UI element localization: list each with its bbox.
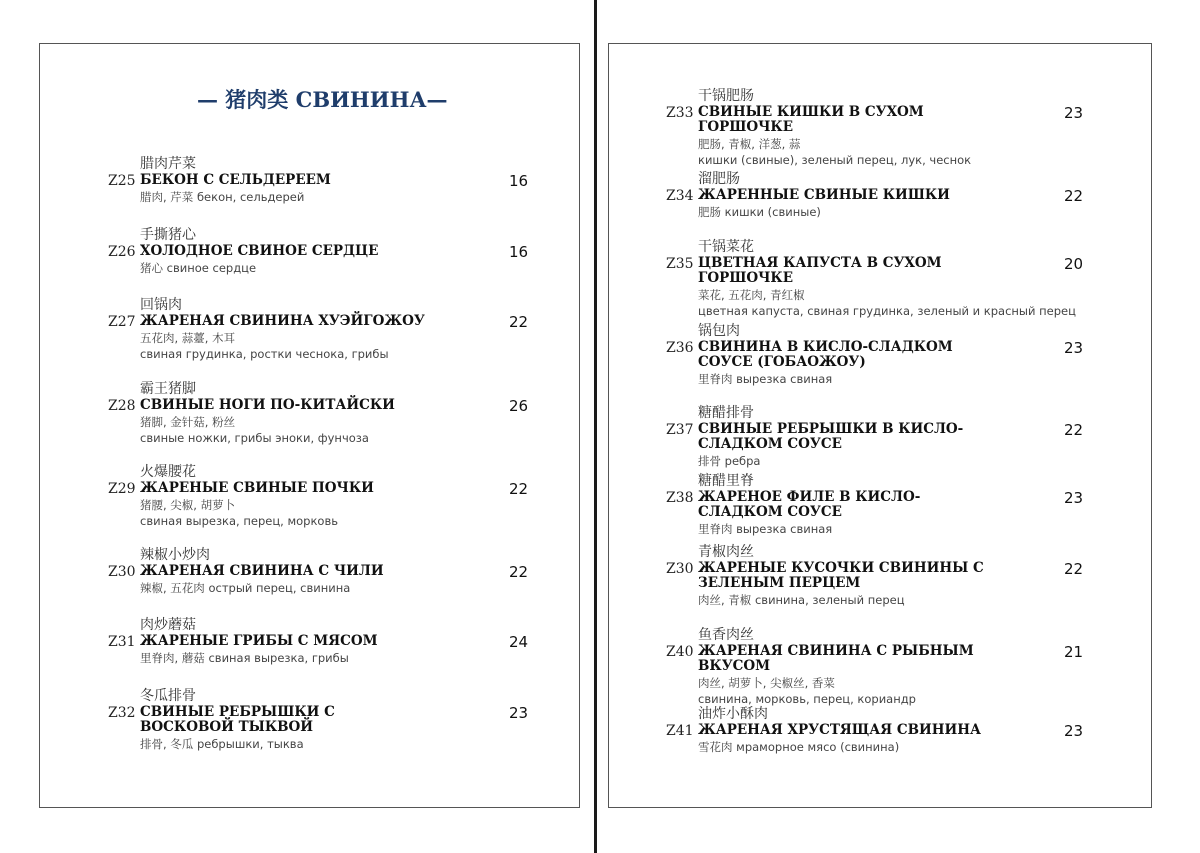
dish-price: 22 [1064,560,1084,578]
dish-chinese-name: 糖醋排骨 [698,405,754,421]
dish-name: ЖАРЕНАЯ ХРУСТЯЩАЯ СВИНИНА [698,722,982,738]
dish-row [108,480,529,498]
dish-description: 肉丝, 胡萝卜, 尖椒丝, 香菜 [698,676,835,690]
menu-item [666,238,1084,318]
dish-name: ЖАРЕННЫЕ СВИНЫЕ КИШКИ [698,187,950,203]
dish-description: 辣椒, 五花肉 острый перец, свинина [140,581,351,595]
dish-chinese-name: 鱼香肉丝 [698,627,754,643]
dish-row [108,397,529,415]
dish-price: 23 [1064,722,1084,740]
dish-description: 猪心 свиное сердце [140,261,257,275]
dish-chinese-name: 手撕猪心 [140,227,196,243]
dish-row [666,421,1084,452]
dish-row [108,172,529,190]
dish-chinese-name: 肉炒蘑菇 [140,617,196,633]
dish-chinese-name: 火爆腰花 [140,464,196,480]
dish-name: ЖАРЕНЫЕ ГРИБЫ С МЯСОМ [140,633,378,649]
dish-description: 肥肠 кишки (свиные) [698,205,821,219]
dish-chinese-name: 回锅肉 [140,297,182,313]
dish-description: 肉丝, 青椒 свинина, зеленый перец [698,593,905,607]
dish-code: Z41 [666,723,694,739]
dish-chinese-name: 干锅肥肠 [698,88,754,104]
dish-description: 里脊肉 вырезка свиная [698,522,833,536]
dish-code: Z32 [108,705,136,721]
dish-code: Z27 [108,314,136,330]
dish-price: 21 [1064,643,1084,661]
dish-price: 22 [1064,187,1084,205]
dish-code: Z28 [108,398,136,414]
dish-name: ЖАРЕНАЯ СВИНИНА С ЧИЛИ [140,563,384,579]
dish-description: 五花肉, 蒜薹, 木耳 [140,331,236,345]
dish-description: 猪脚, 金针菇, 粉丝 [140,415,236,429]
dish-name: БЕКОН С СЕЛЬДЕРЕЕМ [140,172,331,188]
menu-item [108,463,529,528]
dish-name: ЖАРЕНЫЕ СВИНЫЕ ПОЧКИ [140,480,374,496]
dish-code: Z25 [108,173,136,189]
dish-price: 22 [509,563,529,581]
dish-row [666,560,1084,591]
dish-name: ЖАРЕНОЕ ФИЛЕ В КИСЛО-СЛАДКОМ СОУСЕ [698,489,921,520]
menu-item [666,404,1084,468]
dish-row [108,313,529,331]
dish-code: Z30 [666,561,694,577]
dish-name: СВИНИНА В КИСЛО-СЛАДКОМ СОУСЕ (ГОБАОЖОУ) [698,339,953,370]
dish-description: свиная вырезка, перец, морковь [140,514,339,528]
dish-row [666,104,1084,135]
dish-price: 20 [1064,255,1084,273]
dish-name: СВИНЫЕ РЕБРЫШКИ В КИСЛО-СЛАДКОМ СОУСЕ [698,421,964,452]
menu-item [666,543,1084,607]
dish-row [666,643,1084,674]
dish-name: ЖАРЕНЫЕ КУСОЧКИ СВИНИНЫ С ЗЕЛЕНЫМ ПЕРЦЕМ [698,560,984,591]
dish-name: ХОЛОДНОЕ СВИНОЕ СЕРДЦЕ [140,243,379,259]
dish-description: 里脊肉, 蘑菇 свиная вырезка, грибы [140,651,349,665]
dish-price: 26 [509,397,529,415]
dish-row [666,489,1084,520]
dish-description: свинина, морковь, перец, кориандр [698,692,916,706]
menu-item [666,705,1084,754]
dish-price: 22 [509,313,529,331]
dish-row [666,187,1084,205]
dish-price: 23 [1064,489,1084,507]
dish-row [108,704,529,735]
dish-name: СВИНЫЕ РЕБРЫШКИ С ВОСКОВОЙ ТЫКВОЙ [140,704,335,735]
dish-code: Z37 [666,422,694,438]
dish-chinese-name: 溜肥肠 [698,171,740,187]
dish-row [108,633,529,651]
dish-chinese-name: 青椒肉丝 [698,544,754,560]
menu-item [666,87,1084,167]
dish-code: Z36 [666,340,694,356]
dish-description: 腊肉, 芹菜 бекон, сельдерей [140,190,305,204]
dish-row [108,563,529,581]
dish-price: 16 [509,172,529,190]
dish-price: 22 [509,480,529,498]
dish-price: 23 [509,704,529,722]
dish-name: СВИНЫЕ НОГИ ПО-КИТАЙСКИ [140,397,395,413]
menu-item [666,170,1084,219]
dish-chinese-name: 锅包肉 [698,323,740,339]
dish-name: ЦВЕТНАЯ КАПУСТА В СУХОМ ГОРШОЧКЕ [698,255,942,286]
menu-item [108,155,529,204]
dish-row [666,722,1084,740]
menu-item [666,322,1084,386]
dish-description: 肥肠, 青椒, 洋葱, 蒜 [698,137,801,151]
menu-item [666,626,1084,706]
dish-description: 排骨 ребра [698,454,761,468]
dish-chinese-name: 冬瓜排骨 [140,688,196,704]
dish-price: 23 [1064,104,1084,122]
menu-item [108,380,529,445]
dish-code: Z31 [108,634,136,650]
dish-row [666,255,1084,286]
dish-chinese-name: 霸王猪脚 [140,381,196,397]
dish-description: 排骨, 冬瓜 ребрышки, тыква [140,737,304,751]
dish-code: Z29 [108,481,136,497]
menu-item [108,687,529,751]
menu-item [108,296,529,361]
dish-description: свиные ножки, грибы эноки, фунчоза [140,431,369,445]
dish-description: кишки (свиные), зеленый перец, лук, чеснок [698,153,972,167]
dish-name: ЖАРЕНАЯ СВИНИНА ХУЭЙГОЖОУ [140,313,425,329]
dish-code: Z26 [108,244,136,260]
dish-code: Z40 [666,644,694,660]
dish-price: 23 [1064,339,1084,357]
dish-code: Z33 [666,105,694,121]
dish-row [108,243,529,261]
dish-description: 猪腰, 尖椒, 胡萝卜 [140,498,236,512]
dish-name: ЖАРЕНАЯ СВИНИНА С РЫБНЫМ ВКУСОМ [698,643,974,674]
dish-price: 16 [509,243,529,261]
book-spine [594,0,597,853]
menu-item [108,616,529,665]
menu-item [108,546,529,595]
dish-code: Z30 [108,564,136,580]
dish-code: Z34 [666,188,694,204]
menu-item [108,226,529,275]
dish-price: 22 [1064,421,1084,439]
dish-chinese-name: 糖醋里脊 [698,473,754,489]
dish-chinese-name: 腊肉芹菜 [140,156,196,172]
dish-description: цветная капуста, свиная грудинка, зеленый и красный перец [698,304,1076,318]
dish-chinese-name: 辣椒小炒肉 [140,547,210,563]
menu-item [666,472,1084,536]
dish-description: 雪花肉 мраморное мясо (свинина) [698,740,900,754]
dish-code: Z35 [666,256,694,272]
dish-chinese-name: 干锅菜花 [698,239,754,255]
dish-row [666,339,1084,370]
section-title: — 猪肉类 СВИНИНА— [197,87,448,112]
dish-code: Z38 [666,490,694,506]
dish-description: 里脊肉 вырезка свиная [698,372,833,386]
dish-description: свиная грудинка, ростки чеснока, грибы [140,347,389,361]
dish-name: СВИНЫЕ КИШКИ В СУХОМ ГОРШОЧКЕ [698,104,924,135]
dish-price: 24 [509,633,529,651]
dish-description: 菜花, 五花肉, 青红椒 [698,288,805,302]
dish-chinese-name: 油炸小酥肉 [698,706,768,722]
